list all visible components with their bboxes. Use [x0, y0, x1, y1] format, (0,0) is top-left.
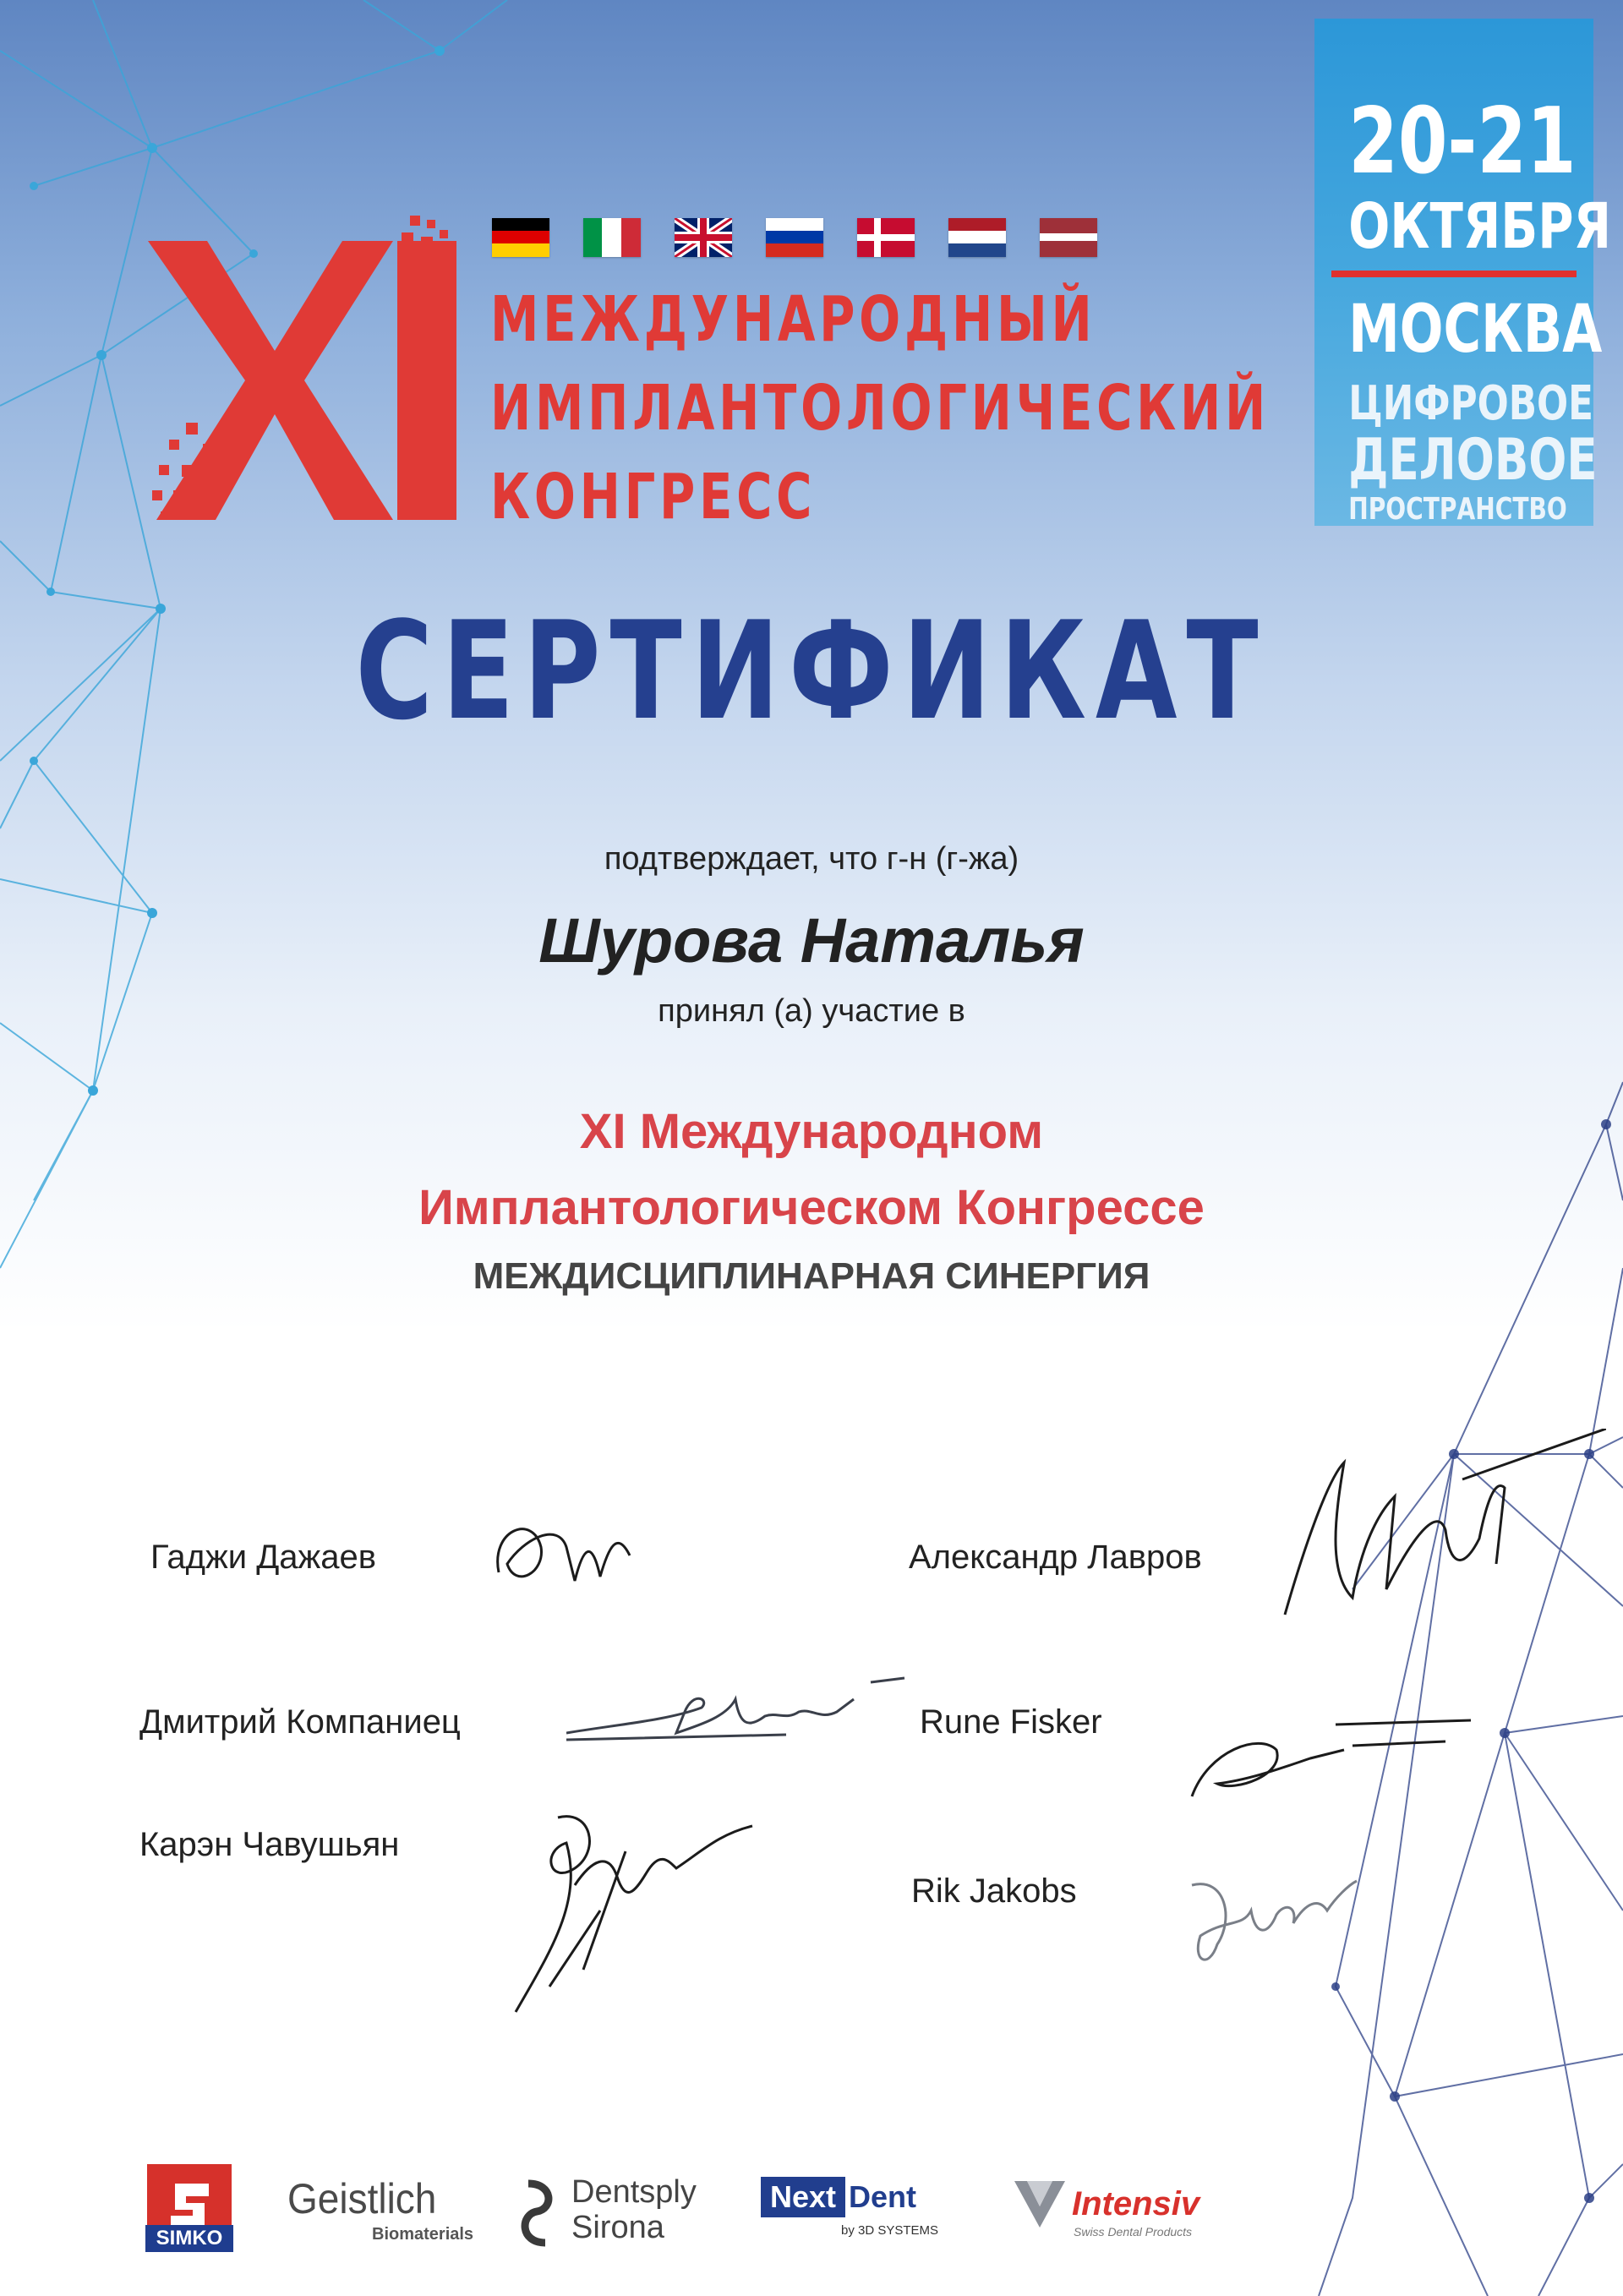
- signature-1: [482, 1496, 651, 1606]
- recipient-name: Шурова Наталья: [538, 905, 1085, 976]
- signature-3: [566, 1674, 921, 1758]
- germany-flag: [492, 218, 549, 257]
- uk-flag: [675, 218, 732, 257]
- venue-line-1: ЦИФРОВОЕ: [1348, 376, 1594, 431]
- simko-label: SIMKO: [156, 2227, 223, 2250]
- nextdent-dent: Dent: [849, 2179, 916, 2214]
- event-name-line-1: XI Международном: [579, 1104, 1044, 1159]
- intensiv-sub: Swiss Dental Products: [1074, 2225, 1193, 2239]
- event-month: ОКТЯБРЯ: [1348, 190, 1612, 263]
- signatory-name-3: Дмитрий Компаниец: [139, 1703, 461, 1741]
- signatory-name-1: Гаджи Дажаев: [150, 1539, 377, 1576]
- signatory-name-4: Rune Fisker: [920, 1703, 1102, 1741]
- event-name-line-2: Имплантологическом Конгрессе: [418, 1180, 1205, 1235]
- signature-5: [499, 1801, 761, 2020]
- venue-line-2: ДЕЛОВОЕ: [1348, 427, 1598, 494]
- congress-heading-line-1: МЕЖДУНАРОДНЫЙ: [490, 283, 1096, 356]
- certificate-title: СЕРТИФИКАТ: [355, 592, 1268, 750]
- intensiv-emblem-icon: [1010, 2173, 1069, 2232]
- participation-text: принял (а) участие в: [658, 993, 965, 1029]
- confirms-text: подтверждает, что г-н (г-жа): [604, 841, 1019, 877]
- pixel-dissolve-decoration: [152, 211, 473, 533]
- russia-flag: [766, 218, 823, 257]
- venue-line-3: ПРОСТРАНСТВО: [1348, 492, 1567, 527]
- italy-flag: [583, 218, 641, 257]
- geistlich-sub: Biomaterials: [372, 2225, 474, 2244]
- intensiv-logo: Intensiv: [1072, 2185, 1200, 2222]
- signatory-name-5: Карэн Чавушьян: [139, 1826, 400, 1863]
- signatory-name-2: Александр Лавров: [909, 1539, 1202, 1576]
- event-city: МОСКВА: [1348, 292, 1603, 368]
- signatory-name-6: Rik Jakobs: [911, 1872, 1077, 1910]
- dentsply-sirona-icon: [516, 2179, 558, 2247]
- congress-heading-line-3: КОНГРЕСС: [490, 461, 817, 533]
- nextdent-next: Next: [769, 2179, 837, 2214]
- signature-2: [1268, 1429, 1606, 1632]
- event-days: 20-21: [1348, 89, 1577, 194]
- signature-6: [1175, 1868, 1378, 1995]
- signature-4: [1183, 1699, 1488, 1809]
- congress-heading-line-2: ИМПЛАНТОЛОГИЧЕСКИЙ: [490, 372, 1270, 445]
- denmark-flag: [857, 218, 915, 257]
- nextdent-sub: by 3D SYSTEMS: [841, 2223, 939, 2238]
- geistlich-logo: Geistlich: [287, 2175, 437, 2222]
- latvia-flag: [1040, 218, 1097, 257]
- netherlands-flag: [948, 218, 1006, 257]
- dentsply-line-1: Dentsply: [571, 2174, 697, 2210]
- date-divider-line: [1331, 271, 1577, 277]
- dentsply-line-2: Sirona: [571, 2210, 664, 2245]
- event-subtitle: МЕЖДИСЦИПЛИНАРНАЯ СИНЕРГИЯ: [473, 1255, 1150, 1297]
